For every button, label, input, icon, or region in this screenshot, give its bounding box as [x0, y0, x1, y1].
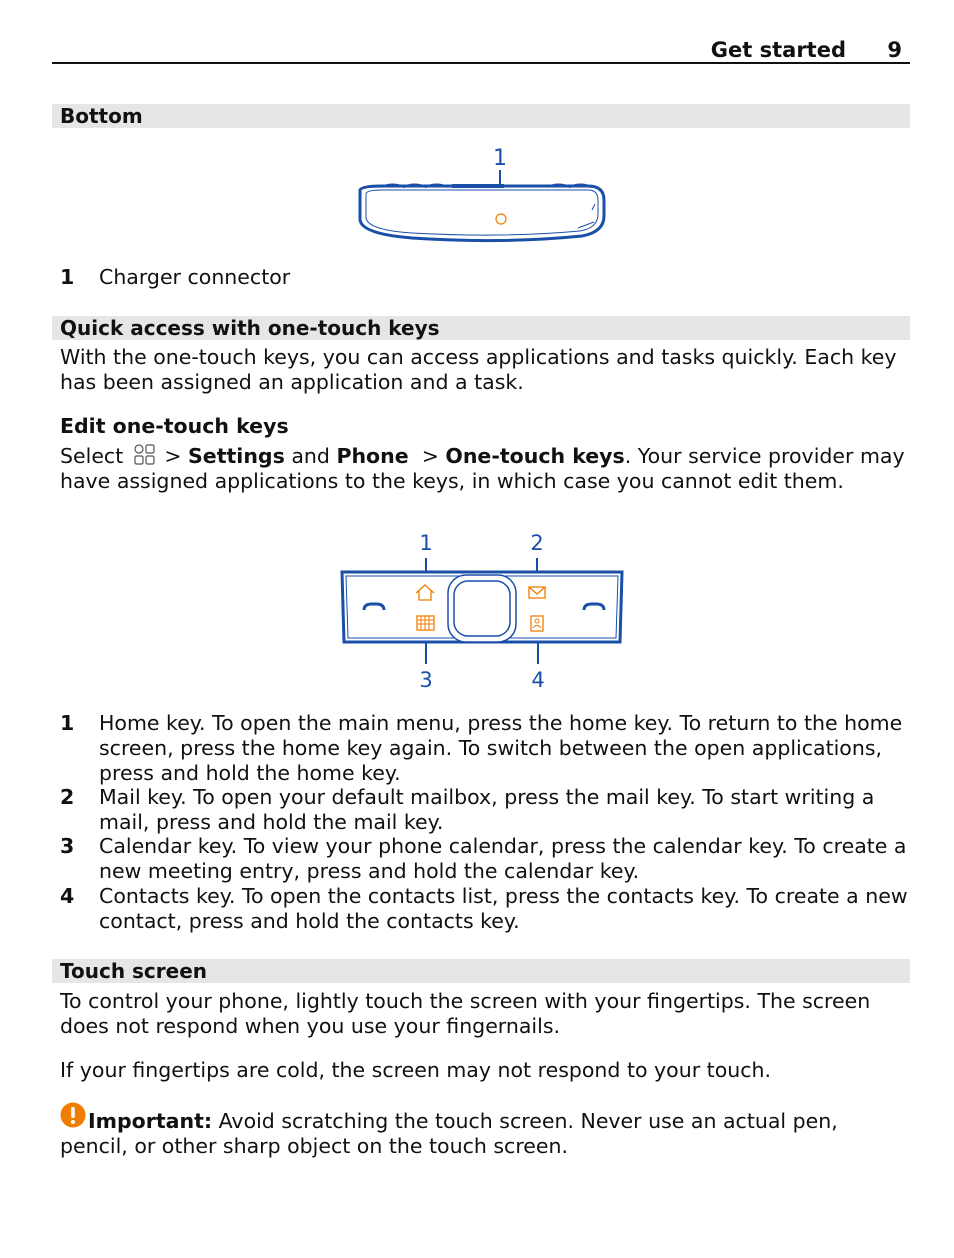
item-text: Charger connector	[99, 265, 291, 289]
settings-label: Settings	[188, 444, 285, 468]
touch-paragraph-2: If your fingertips are cold, the screen may not respond to your touch.	[60, 1058, 772, 1082]
item-number: 1	[60, 711, 75, 735]
phone-label: Phone	[336, 444, 409, 468]
callout-number: 1	[493, 146, 507, 171]
section-heading-quick-access	[52, 316, 910, 340]
touch-paragraph-1: To control your phone, lightly touch the screen with your fingertips. The screen does not respond when you use your fingernails.	[60, 989, 871, 1038]
separator: >	[421, 444, 439, 468]
warning-icon	[60, 1110, 88, 1130]
item-number: 2	[60, 785, 75, 809]
one-touch-keys-label: One-touch keys	[445, 444, 625, 468]
select-suffix-text: . Your service provider may have assigned applications to the keys, in which case you cannot edit them.	[60, 444, 905, 493]
page-number: 9	[887, 38, 902, 62]
page-header	[52, 34, 910, 64]
select-text: Select	[60, 444, 124, 468]
and-text: and	[291, 444, 330, 468]
item-text: Home key. To open the main menu, press the home key. To return to the home screen, press the home key again. To switch between the open applications, press and hold the home key.	[99, 711, 903, 785]
section-heading-text: Bottom	[60, 104, 143, 128]
callout-number: 2	[530, 531, 544, 555]
callout-number: 1	[419, 531, 433, 555]
important-text: Avoid scratching the touch screen. Never use an actual pen, pencil, or other sharp object on the touch screen.	[60, 1109, 838, 1158]
section-heading-text: Quick access with one-touch keys	[60, 316, 440, 340]
charger-connector-icon	[496, 214, 506, 224]
section-heading-bottom	[52, 104, 910, 128]
select-instruction-paragraph	[60, 444, 910, 494]
item-number: 3	[60, 834, 75, 858]
item-number: 4	[60, 884, 75, 908]
callout-number: 3	[419, 668, 433, 692]
important-label: Important:	[88, 1109, 213, 1133]
quick-intro-paragraph: With the one-touch keys, you can access applications and tasks quickly. Each key has been assigned an application and a task.	[60, 345, 897, 394]
callout-number: 4	[531, 668, 545, 692]
item-text: Mail key. To open your default mailbox, press the mail key. To start writing a mail, press and hold the mail key.	[99, 785, 875, 834]
section-heading-touch-screen	[52, 959, 910, 983]
item-text: Calendar key. To view your phone calendar, press the calendar key. To create a new meeting entry, press and hold the calendar key.	[99, 834, 907, 883]
header-title: Get started	[710, 38, 846, 62]
item-text: Contacts key. To open the contacts list, press the contacts key. To create a new contact, press and hold the contacts key.	[99, 884, 908, 933]
menu-icon	[130, 446, 158, 466]
separator: >	[164, 444, 182, 468]
item-number: 1	[60, 265, 75, 289]
section-heading-text: Touch screen	[60, 959, 208, 983]
important-note	[60, 1109, 910, 1159]
phone-bottom-illustration	[352, 140, 612, 250]
one-touch-keys-illustration	[336, 530, 626, 690]
edit-one-touch-keys-heading: Edit one-touch keys	[60, 414, 289, 438]
